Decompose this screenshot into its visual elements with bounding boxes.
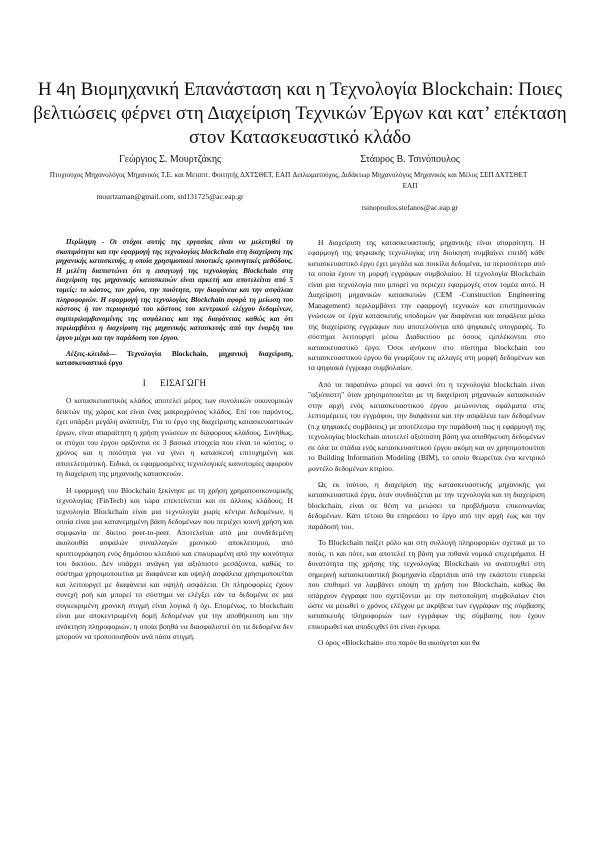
author-affiliation: Πτυχιούχος Μηχανολόγος Μηχανικός Τ.Ε. και Μεταπτ. Φοιτητής ΔΧΤΣΘΕΤ, ΕΑΠ (49, 171, 291, 179)
author-2 (285, 153, 535, 213)
body-paragraph: Από τα παραπάνω μπορεί να φανεί ότι η τεχνολογία blockchain είναι "αξιόπιστη" όταν χρησιμοποιείται με τη διαχείριση μηχανικών κατασκευών στην αρχή ενός κατασκευαστικού έργου μειώνοντας σφάλματα στις λεπτομέρειες του εγγράφου, την διαφάνεια και την ασφάλεια των δεδομένων (π.χ ψηφιακές συμβάσεις) με αποτέλεσμα την παράδοσή πως η εφαρμογή της τεχνολογίας blockchain αποτελεί αξιόπιστη βάση για αποθήκευση δεδομένων σε όλα τα στάδια ενός κατασκευαστικού έργου ακόμη και αν χρησιμοποιείται το Building Information Modeling (BIM), το οποίο θεωρείται ένα κεντρικό μοντέλο δεδομένων κτιρίου. (308, 379, 545, 473)
keywords-label: Λέξεις-κλειδιά— (66, 349, 117, 358)
section-heading (56, 378, 293, 388)
paper-title: Η 4η Βιομηχανική Επανάσταση και η Τεχνολογία Blockchain: Ποιες βελτιώσεις φέρνει στη Διαχείριση Τεχνικών Έργων και κατ’ επέκταση στον Κατασκευαστικό κλάδο (33, 79, 567, 148)
right-column (308, 238, 545, 655)
author-affiliation: Διπλωματούχος, Διδάκτωρ Μηχανολόγος Μηχανικός και Μέλος ΣΕΠ ΔΧΤΣΘΕΤ ΕΑΠ (292, 171, 528, 190)
body-paragraph: Ο κατασκευαστικός κλάδος αποτελεί μέρος των συνολικών οικονομικών δεικτών της χώρας και είναι ένας μακροχρόνιος κλάδος. Επί του παρόντος, έχει υπάρξει μεγάλη ανάπτυξη. Για το έργο της διαχείρισης κατασκευαστικών έργων, είναι απαραίτητη η χρήση γνώσεων σε διάφορους κλάδους. Συνήθως, οι στόχοι του έργου ορίζονται σε 3 βασικά στοιχεία που είναι το κόστος, ο χρόνος και η ποιότητα για να γίνει η κατασκευή επιτυχημένη και αποτελεσματική. Ειδικά, οι εφαρμοσμένες τεχνολογικές καινοτομίες αφορούν τη διαχείριση της μηχανικής κατασκευών. (56, 396, 293, 479)
author-name: Στάυρος Β. Τσινόπουλος (360, 154, 460, 165)
body-paragraph: Ως εκ τούτου, η διαχείριση της κατασκευαστικής μηχανικής για κατασκευαστικά έργα, όταν συνδυάζεται με την τεχνολογία και τη διαχείριση blockchain, είναι σε θέση να μειώσει τα προβλήματα επικοινωνίας δεδομένων. Κάτι τέτοιο θα επηρεάσει το έργο από την αρχή έως και την παράδοσή του. (308, 479, 545, 531)
body-paragraph: Ο όρος «Blockchain» στο παρόν θα ακούγεται και θα (318, 638, 480, 648)
author-name: Γεώργιος Σ. Μουρτζάκης (118, 154, 222, 165)
author-email: mourtzaman@gmail.com, std131725@ac.eap.gr (96, 192, 244, 201)
author-email: tsinopoulos.stefanos@ac.eap.gr (361, 203, 459, 212)
body-paragraph: Το Blockchain παίζει ρόλο και στη συλλογή πληροφοριών σχετικά με το ποιός, τι και πότε, και αποτελεί τη βάση για πιθανά νομικά επιχειρήματα. Η δυνατότητα της χρήσης της τεχνολογίας Blockchain να αναπτυχθεί στη σημερινή κατασκευαστική βιομηχανία εξαρτάται από την εκάστοτε εταιρεία που επιθυμεί να λαμβάνει υπόψη τη χρήση του Blockchain, καθώς θα υπάρχουν έγγραφα που σχετίζονται με την πιστοποίηση συμβολαίων έτσι ώστε να μειωθεί ο χρόνος ελέγχου με ακρίβεια των εγγράφων της σύμβασης κατασκευής πληροφοριών των εγγράφων της σύμβασης που έχουν επικυρωθεί και αποδειχθεί ότι είναι έγκυρα. (308, 538, 545, 631)
author-block (50, 153, 550, 211)
left-column (56, 238, 293, 649)
author-1 (45, 153, 295, 202)
section-title: ΕΙΣΑΓΩΓΗ (160, 377, 207, 388)
keywords-text: Τεχνολογία Blockchain, μηχανική διαχείριση, κατασκευαστικό έργο (56, 349, 294, 368)
keywords (56, 350, 293, 369)
section-number: I (142, 377, 147, 388)
body-paragraph: Η διαχείριση της κατασκευαστικής μηχανικής είναι απαραίτητη. Η εφαρμογή της ψηφιακής τεχνολογίας στη διοίκηση συμβαίνει επειδή κάθε κατασκευαστικό έργο έχει μεγάλα και ποικίλα δεδομένα, τα περισσότερα από τα οποία έχουν τη μορφή εγγράφων συμβολαίου. Η τεχνολογία Blockchain είναι μια τεχνολογία που μπορεί να περιέχει εφαρμογές στον τομέα αυτό. Η Διαχείριση μηχανικών κατασκευών (CEM -Construction Engineering Management) περιλαμβάνει την εφαρμογή τεχνικών και επιστημονικών γνώσεων σε έργα κατασκευής υποδομών για διαφάνεια και ασφάλεια μέσω της διαχείρισης εγγράφων που αποτελούνται από ψηφιακές υπογραφές. Το σύστημα λειτουργεί μέσω Διαδικτύου με όσους εμπλέκονται στο κατασκευαστικό έργο. Όσοι ανήκουν στο σύστημα blockchain του κατασκευαστικού έργου θα γνωρίζουν τις αλλαγές στη μορφή δεδομένων και τα ψηφιακά έγγραφα συμβολαίων. (308, 238, 545, 373)
abstract: Περίληψη - Οι στόχοι αυτής της εργασίας είναι να μελετηθεί τη σκοπιμότητα και την εφαρμογή της τεχνολογίας blockchain στη διαχείριση της μηχανικής κατασκευής, η οποία χρησιμοποιεί ποιοτικές ερευνητικές μεθόδους. Η μελέτη διαπιστώνει ότι η εισαγωγή της τεχνολογίας Blockchain στη διαχείριση της μηχανικής κατασκευών είναι αρκετή και αποτελείται από 5 τομείς: το κόστος, τον χρόνο, την ποιότητα, την διαφάνεια και την ασφάλεια πληροφοριών. Η εφαρμογή της τεχνολογίας Blockchain αφορά τη μείωση του κόστους ή τον περιορισμό του κόστους του κεντρικού ελέγχου δεδομένων, συμπεριλαμβανομένης της ασφάλειας και της διαφάνειας καθώς και ότι περιλαμβάνει η διαχείριση της μηχανικής κατασκευής από την έναρξη του έργου μέχρι και την παράδοση του έργου. (56, 238, 293, 342)
body-paragraph: Η εφαρμογή του Blockchain ξεκίνησε με τη χρήση χρηματοοικονομικής τεχνολογίας (FinTech) και τώρα επεκτείνεται και σε άλλους κλάδους. Η τεχνολογία Blockchain είναι μια τεχνολογία χωρίς κέντρα δεδομένων, η οποία είναι μια κατανεμημένη βάση δεδομένων που περιέχει κοινή χρήση και συμφωνία σε δίκτυο peer-to-peer. Αποτελείται από μια συνδεδεμένη ακολουθία ασφαλών συναλλαγών χρονικού αποκλεισμού, από κρυπτογράφηση ενός δημόσιου κλειδιού και επικυρωμένη από την κοινότητα του δικτύου. Δεν υπάρχει ανάγκη για αξιόπιστο μεσάζοντα, καθώς το σύστημα χρησιμοποιείται με διαφάνεια και υψηλή ασφάλεια χρησιμοποιείται και λειτουργεί με διαφάνεια και υψηλή ασφάλεια. Οι πληροφορίες έχουν συνεχή ροή και μπορεί το σύστημα να ελέγξει εάν τα δεδομένα σε μια συγκεκριμένη χρονική στιγμή είναι λογικά ή όχι. Επομένως, το blockchain είναι μια αποκεντρωμένη δομή δεδομένων για την αποθήκευση και την ανάκτηση πληροφοριών, η οποία βοηθά να διασφαλιστεί ότι τα δεδομένα δεν μπορούν να τροποποιηθούν ανά πάσα στιγμή. (56, 485, 293, 642)
